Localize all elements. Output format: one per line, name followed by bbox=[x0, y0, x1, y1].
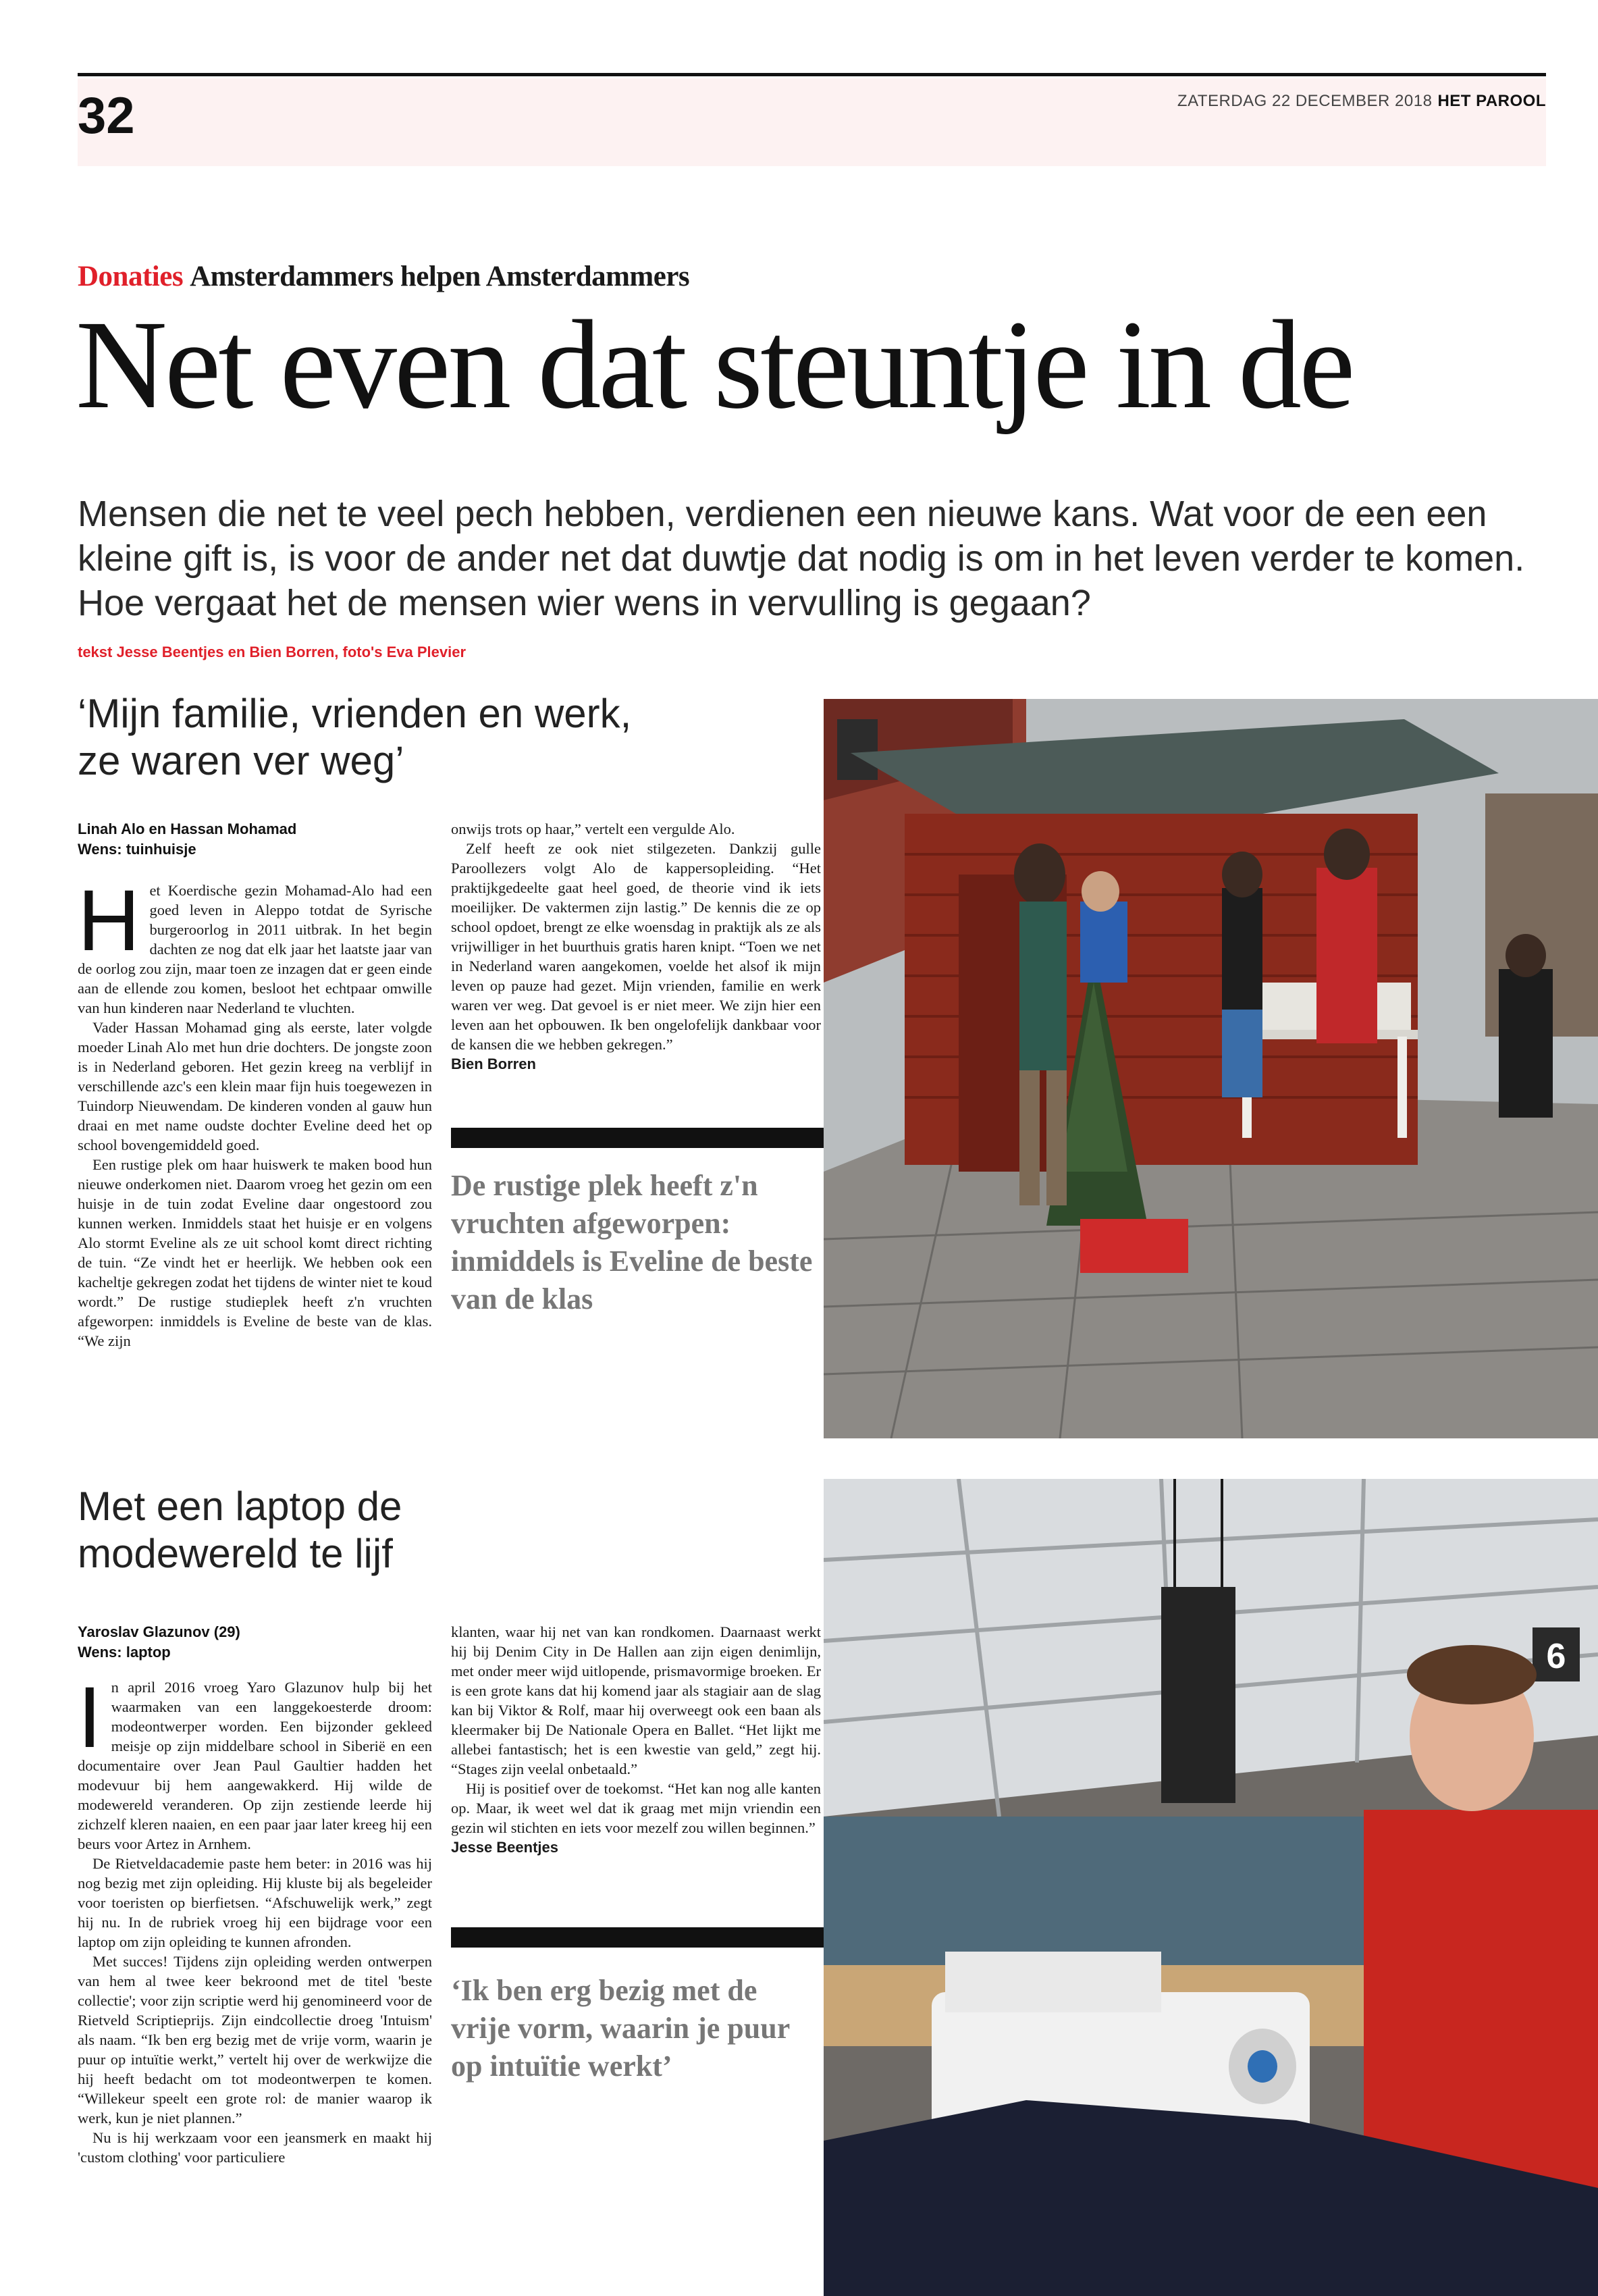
story1-column2 bbox=[451, 819, 821, 1074]
hall-number-sign: 6 bbox=[1546, 1637, 1566, 1676]
kicker-text: Amsterdammers helpen Amsterdammers bbox=[190, 261, 690, 292]
story2-column1 bbox=[78, 1677, 432, 2265]
story2-column-rule bbox=[451, 1927, 824, 1948]
story1-paragraph: Zelf heeft ze ook niet stilgezeten. Dankzij gulle Paroollezers volgt Alo de kappersopleiding. “Het praktijkgedeelte gaat heel goed, de theorie vind ik iets moeilijker. De vaktermen zijn lastig.” De kennis die ze op school opdoet, brengt ze elke woensdag in praktijk als ze als vrijwilliger in het buurthuis gratis haren knipt. “Toen we net in Nederland waren aangekomen, voelde het alsof ik mijn leven op pauze had gezet. Mijn vrienden, familie en werk waren ver weg. Dat gevoel is er niet meer. We zijn hier een leven aan het opbouwen. Ik ben ongelofelijk dankbaar voor de kansen die we hebben gekregen.” bbox=[451, 840, 821, 1053]
story2-paragraph: Met succes! Tijdens zijn opleiding werden ontwerpen van hem al twee keer bekroond met de titel 'beste collectie'; voor zijn scriptie werd hij genomineerd voor de Rietveld Scriptieprijs. Zijn eindcollectie droeg 'Intuism' als naam. “Ik ben erg bezig met de vrije vorm, waarin je puur op intuïtie werkt,” vertelt hij over de werkwijze die hij heeft bedacht om tot modeontwerpen te komen. “Willekeur speelt een grote rol: de manier waarop ik werk, kun je niet plannen.” bbox=[78, 1953, 432, 2127]
story2-paragraph: Nu is hij werkzaam voor een jeansmerk en maakt hij 'custom clothing' voor particuliere bbox=[78, 2129, 432, 2166]
story1-column-rule bbox=[451, 1128, 824, 1148]
dateline bbox=[1177, 92, 1546, 111]
story1-signature: Bien Borren bbox=[451, 1055, 536, 1072]
story2-paragraph: klanten, waar hij net van kan rondkomen. Daarnaast werkt hij bij Denim City in De Hallen aan zijn eigen denimlijn, met onder meer wijd uitlopende, prismavormige broeken. Er is een grote kans dat hij komend jaar als stagiair aan de slag kan bij Viktor & Rolf, maar hij overweegt ook een baan als kleermaker bij De Nationale Opera en Ballet. “Het lijkt me allebei fantastisch; het is een kwestie van geld,” zegt hij. “Stages zijn veelal onbetaald.” bbox=[451, 1623, 821, 1777]
story2-wish: Wens: laptop bbox=[78, 1644, 171, 1661]
story1-pull-quote: De rustige plek heeft z'n vruchten afgeworpen: inmiddels is Eveline de beste van de klas bbox=[451, 1169, 813, 1315]
story1-paragraph: Een rustige plek om haar huiswerk te maken bood hun nieuwe onderkomen niet. Daarom vroeg het gezin om een huisje in de tuin zodat Eveline daar ongestoord zou kunnen werken. Inmiddels staat het huisje er en volgens Alo stormt Eveline als ze uit school komt direct richting de tuin. “Ze vindt het er heerlijk. We hebben ook een kacheltje gekregen zodat het tijdens de winter niet te koud wordt.” De rustige studieplek heeft z'n vruchten afgeworpen: inmiddels is Eveline de beste van de klas. “We zijn bbox=[78, 1156, 432, 1349]
story1-meta bbox=[78, 819, 442, 860]
kicker-section: Donaties bbox=[78, 261, 184, 292]
page-number: 32 bbox=[78, 87, 135, 145]
workshop-illustration bbox=[824, 1479, 1598, 2296]
story2-paragraph: n april 2016 vroeg Yaro Glazunov hulp bij het waarmaken van een langgekoesterde droom: modeontwerper worden. Een bijzonder gekleed meisje op zijn middelbare school in Siberië en een documentaire over Jean Paul Gaultier hadden het modevuur bij hem aangewakkerd. Hij wilde de modewereld veranderen. Op zijn zestiende leerde hij zichzelf kleren naaien, en een paar jaar later kreeg hij een beurs voor Artez in Arnhem. bbox=[78, 1679, 432, 1852]
story2-names: Yaroslav Glazunov (29) bbox=[78, 1623, 240, 1640]
garden-house-illustration bbox=[824, 699, 1598, 1438]
headline: Net even dat steuntje in de bbox=[76, 294, 1353, 435]
byline: tekst Jesse Beentjes en Bien Borren, foto's Eva Plevier bbox=[78, 644, 467, 660]
photo-fashion-workshop bbox=[824, 1479, 1598, 2296]
photo-garden-house bbox=[824, 699, 1598, 1438]
story2-subhead-line1: Met een laptop de bbox=[78, 1484, 402, 1529]
story1-dropcap: H bbox=[78, 881, 140, 969]
story1-subhead-line2: ze waren ver weg’ bbox=[78, 738, 404, 783]
story2-dropcap: I bbox=[78, 1677, 102, 1766]
story2-paragraph: Hij is positief over de toekomst. “Het kan nog alle kanten op. Maar, ik weet wel dat ik graag met mijn vriendin een gezin wil stichten en iets voor mezelf zou willen beginnen.” bbox=[451, 1780, 821, 1836]
story2-subhead-line2: modewereld te lijf bbox=[78, 1531, 393, 1576]
newspaper-name: HET PAROOL bbox=[1437, 92, 1546, 110]
story1-paragraph: onwijs trots op haar,” vertelt een vergulde Alo. bbox=[451, 820, 735, 837]
story1-paragraph: et Koerdische gezin Mohamad-Alo had een goed leven in Aleppo totdat de Syrische burgeroorlog in 2011 uitbrak. In het begin dachten ze nog dat elk jaar het laatste jaar van de oorlog zou zijn, maar toen ze inzagen dat er geen einde aan de ellende zou komen, besloot het echtpaar omwille van hun kinderen naar Nederland te vluchten. bbox=[78, 882, 432, 1016]
story2-paragraph: De Rietveldacademie paste hem beter: in 2016 was hij nog bezig met zijn opleiding. Hij kluste bij als begeleider voor toeristen op bierfietsen. “Afschuwelijk werk,” zegt hij nu. In de rubriek vroeg hij een bijdrage voor een laptop om zijn opleiding te kunnen afronden. bbox=[78, 1855, 432, 1950]
story1-column1 bbox=[78, 881, 432, 1450]
story2-column2 bbox=[451, 1622, 821, 1857]
story1-wish: Wens: tuinhuisje bbox=[78, 841, 196, 858]
story1-subhead bbox=[78, 690, 807, 785]
story2-signature: Jesse Beentjes bbox=[451, 1839, 558, 1856]
issue-date: ZATERDAG 22 DECEMBER 2018 bbox=[1177, 92, 1433, 110]
intro-text: Mensen die net te veel pech hebben, verdienen een nieuwe kans. Wat voor de een een kleine gift is, is voor de ander net dat duwtje dat nodig is om in het leven verder te komen. Hoe vergaat het de mensen wier wens in vervulling is gegaan? bbox=[78, 494, 1525, 623]
story1-paragraph: Vader Hassan Mohamad ging als eerste, later volgde moeder Linah Alo met hun drie dochters. De jongste zoon is in Nederland geboren. Het gezin kreeg na verblijf in verschillende azc's een klein maar fijn huis toegewezen in Tuindorp Nieuwendam. De kinderen vonden al gauw hun draai en met name oudste dochter Eveline deed het op school bovengemiddeld goed. bbox=[78, 1019, 432, 1153]
story1-subhead-line1: ‘Mijn familie, vrienden en werk, bbox=[78, 691, 632, 736]
story2-pull-quote: ‘Ik ben erg bezig met de vrije vorm, waarin je puur op intuïtie werkt’ bbox=[451, 1974, 790, 2083]
story2-meta bbox=[78, 1622, 442, 1663]
header-rule bbox=[78, 73, 1546, 76]
story2-subhead bbox=[78, 1483, 807, 1577]
story1-names: Linah Alo en Hassan Mohamad bbox=[78, 820, 297, 837]
kicker bbox=[78, 260, 689, 293]
